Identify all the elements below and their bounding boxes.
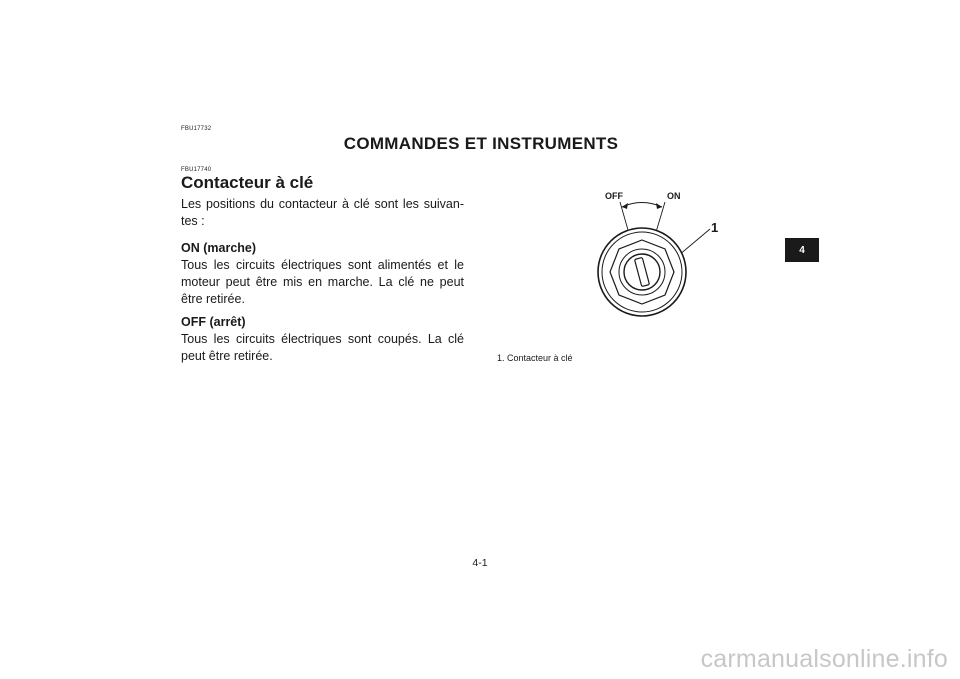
- position-on-text: Tous les circuits électriques sont alimentés et le moteur peut être mis en marche. La clé ne peut être retirée.: [181, 258, 464, 306]
- watermark-text: carmanualsonline.info: [700, 645, 948, 673]
- figure-caption: 1. Contacteur à clé: [497, 353, 573, 363]
- section-code: FBU17740: [181, 167, 212, 173]
- position-on-block: [181, 240, 464, 308]
- page-number: 4-1: [472, 557, 488, 569]
- key-switch-illustration: [580, 180, 730, 340]
- position-arc: [622, 203, 662, 208]
- position-off-text: Tous les circuits électriques sont coupés. La clé peut être retirée.: [181, 332, 464, 363]
- chapter-tab: 4: [785, 238, 819, 262]
- intro-paragraph: Les positions du contacteur à clé sont les suivan-tes :: [181, 197, 464, 228]
- arc-arrow-left: [622, 203, 628, 209]
- position-on-label: ON (marche): [181, 241, 257, 255]
- chapter-code: FBU17732: [181, 126, 212, 132]
- callout-number: 1: [711, 220, 719, 235]
- position-off-block: [181, 314, 464, 365]
- arc-arrow-right: [656, 203, 662, 209]
- chapter-title: COMMANDES ET INSTRUMENTS: [343, 134, 619, 153]
- off-position-label: OFF: [605, 191, 623, 201]
- on-position-label: ON: [667, 191, 681, 201]
- section-title: Contacteur à clé: [181, 173, 314, 192]
- position-off-label: OFF (arrêt): [181, 315, 246, 329]
